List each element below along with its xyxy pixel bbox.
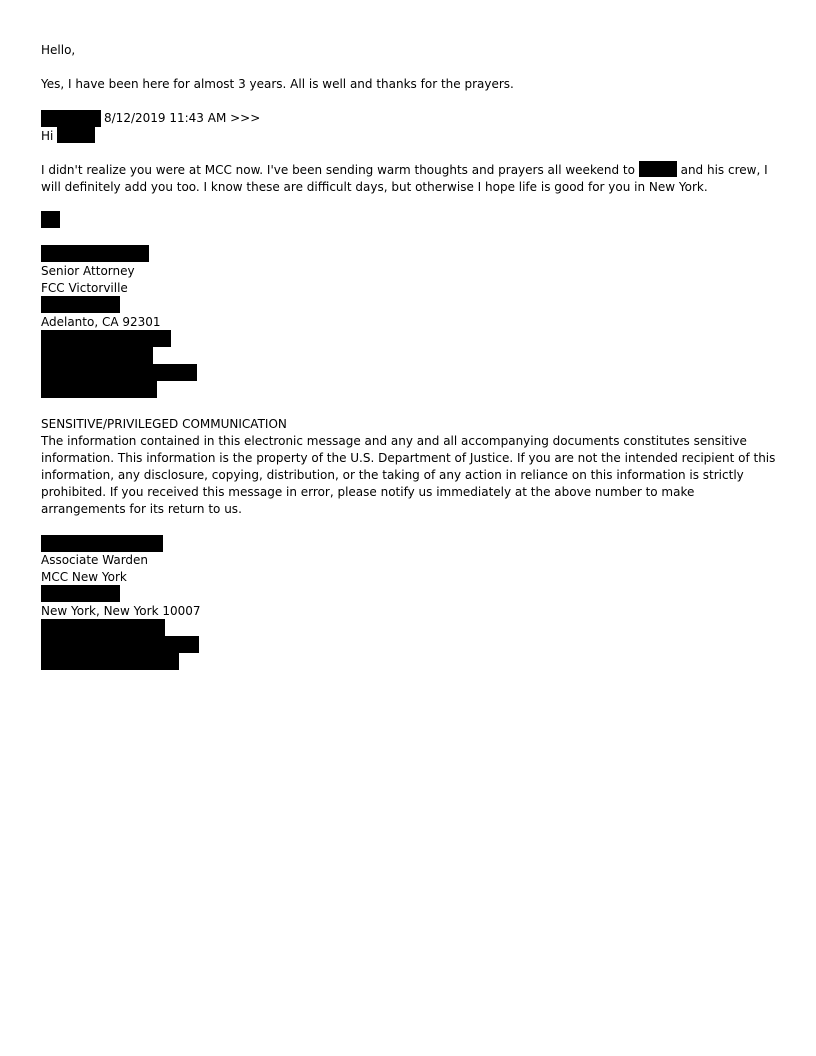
redacted-sender-name [41,110,101,127]
quoted-body-paragraph [41,161,781,196]
recipient-city-line: New York, New York 10007 [41,604,201,618]
redacted-initial [41,211,60,228]
redacted-sender-extra [41,381,157,398]
redacted-sender-fax [41,347,153,364]
quoted-salutation-line [41,127,95,145]
recipient-org: MCC New York [41,570,127,584]
redacted-recipient-name [57,127,95,143]
sender-title: Senior Attorney [41,264,135,278]
sender-city-line: Adelanto, CA 92301 [41,315,161,329]
redacted-sender-full-name [41,245,149,262]
redacted-recipient-address [41,585,120,602]
redacted-sender-address [41,296,120,313]
redacted-sender-email [41,364,197,381]
recipient-title: Associate Warden [41,553,149,567]
sender-org: FCC Victorville [41,281,128,295]
redacted-recipient-phone [41,619,165,636]
quoted-body-part2: and his crew, I will definitely add you too. I know these are difficult days, but otherwise I hope life is good for you in New York. [41,163,768,194]
redacted-name-inline [639,161,677,177]
quoted-timestamp: 8/12/2019 11:43 AM >>> [104,111,261,125]
quoted-salutation: Hi [41,129,54,143]
confidentiality-body: The information contained in this electronic message and any and all accompanying documents constitutes sensitive information. This information is the property of the U.S. Department of Justice. If you are not the intended recipient of this information, any disclosure, copying, distribution, or the taking of any action in reliance on this information is strictly prohibited. If you received this message in error, please notify us immediately at the above number to make arrangements for its return to us. [41,434,776,516]
redacted-recipient-full-name [41,535,163,552]
redacted-recipient-extra [41,653,179,670]
redacted-recipient-email [41,636,199,653]
redacted-sender-phone [41,330,171,347]
confidentiality-heading: SENSITIVE/PRIVILEGED COMMUNICATION [41,417,287,431]
reply-body-text: Yes, I have been here for almost 3 years. All is well and thanks for the prayers. [41,77,514,91]
quoted-body-part1: I didn't realize you were at MCC now. I've been sending warm thoughts and prayers all weekend to [41,163,635,177]
greeting-text: Hello, [41,43,76,57]
